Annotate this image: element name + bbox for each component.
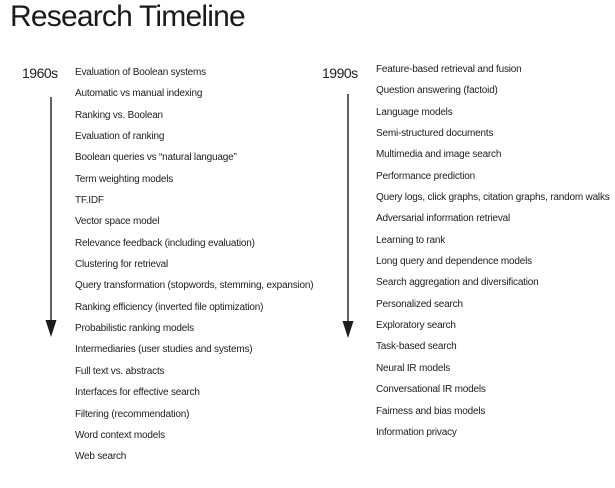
timeline-arrow-1960s-icon: [43, 95, 59, 341]
timeline-item: Intermediaries (user studies and systems): [75, 344, 253, 356]
timeline-arrow-1990s-icon: [340, 92, 356, 342]
timeline-item: Query transformation (stopwords, stemming, expansion): [75, 280, 314, 292]
timeline-item: Personalized search: [376, 298, 463, 310]
timeline-item: Semi-structured documents: [376, 128, 494, 140]
timeline-item: Question answering (factoid): [376, 85, 498, 97]
timeline-item: Learning to rank: [376, 234, 446, 246]
timeline-item: Ranking vs. Boolean: [75, 109, 163, 121]
timeline-item: Adversarial information retrieval: [376, 213, 511, 225]
timeline-item: Evaluation of Boolean systems: [75, 67, 206, 78]
timeline-item: Feature-based retrieval and fusion: [376, 64, 522, 75]
timeline-item: Vector space model: [75, 216, 160, 228]
timeline-item: Probabilistic ranking models: [75, 323, 194, 335]
timeline-item: Performance prediction: [376, 170, 475, 182]
timeline-item: Conversational IR models: [376, 384, 486, 396]
timeline-item: Interfaces for effective search: [75, 387, 200, 399]
timeline-item: Term weighting models: [75, 173, 174, 185]
timeline-item: Filtering (recommendation): [75, 408, 190, 420]
timeline-item: Evaluation of ranking: [75, 131, 165, 143]
timeline-item: Automatic vs manual indexing: [75, 88, 203, 100]
slide-title: Research Timeline: [10, 0, 245, 33]
era-label-1960s: 1960s: [22, 65, 58, 81]
timeline-item: Neural IR models: [376, 362, 451, 374]
timeline-item: Information privacy: [376, 426, 457, 438]
timeline-item: Boolean queries vs “natural language”: [75, 152, 237, 164]
timeline-item: Exploratory search: [376, 320, 456, 332]
era-label-1990s: 1990s: [322, 65, 358, 81]
timeline-item: Language models: [376, 106, 453, 118]
timeline-column-1960s: [75, 62, 313, 468]
timeline-item: Multimedia and image search: [376, 149, 502, 161]
timeline-item: Relevance feedback (including evaluation): [75, 237, 255, 249]
timeline-item: Query logs, click graphs, citation graphs, random walks: [376, 192, 610, 204]
timeline-item: Task-based search: [376, 341, 457, 353]
timeline-item: Web search: [75, 451, 127, 463]
timeline-item: Ranking efficiency (inverted file optimization): [75, 301, 264, 313]
timeline-item: Search aggregation and diversification: [376, 277, 539, 289]
timeline-column-1990s: [376, 59, 610, 443]
timeline-item: Fairness and bias models: [376, 405, 486, 417]
timeline-item: Long query and dependence models: [376, 256, 532, 268]
timeline-item: Word context models: [75, 429, 165, 441]
timeline-item: TF.IDF: [75, 195, 104, 207]
timeline-item: Clustering for retrieval: [75, 259, 169, 271]
timeline-item: Full text vs. abstracts: [75, 365, 165, 377]
